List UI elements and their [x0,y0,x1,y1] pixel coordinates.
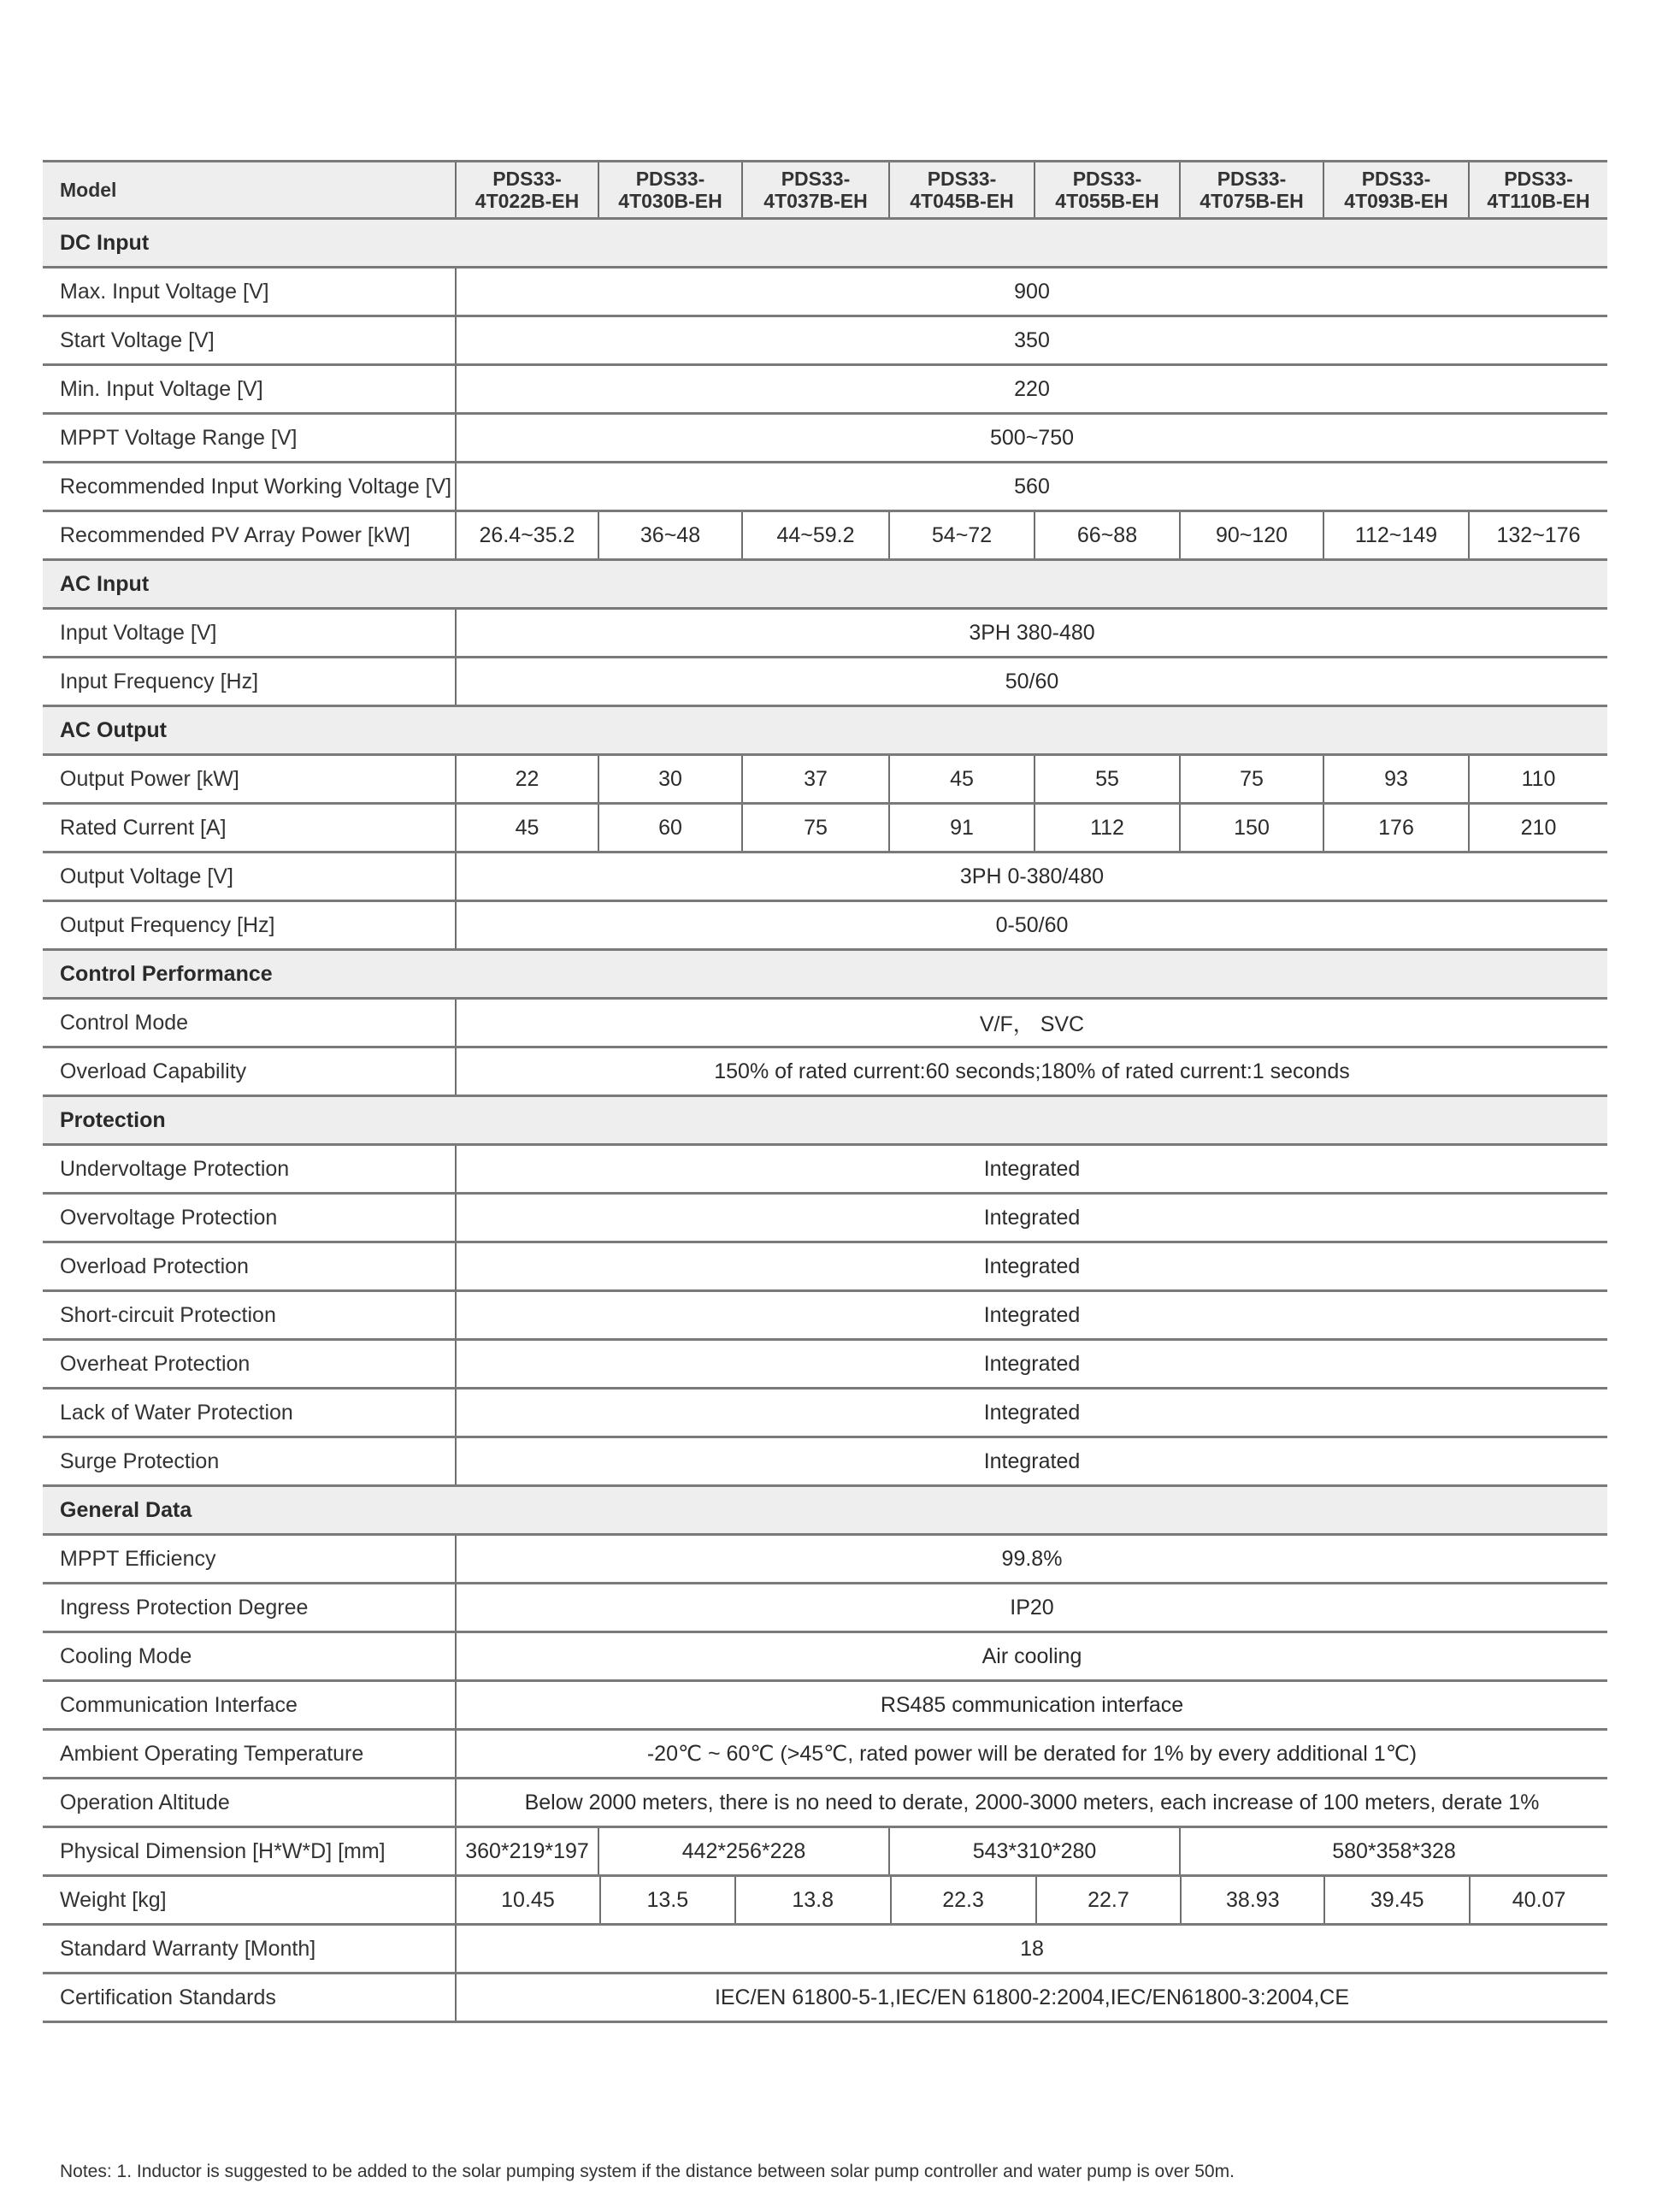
spec-label: Certification Standards [43,1974,456,2022]
model-header [889,162,1035,219]
header-label: Model [43,162,456,219]
spec-value: 22.3 [890,1877,1035,1923]
spec-value: 112 [1035,804,1180,853]
spec-label: Control Mode [43,999,456,1047]
spec-row [43,1974,1607,2022]
spec-label: Min. Input Voltage [V] [43,365,456,414]
spec-label: Output Voltage [V] [43,853,456,901]
section-title: Control Performance [43,950,1607,999]
spec-label: Recommended PV Array Power [kW] [43,511,456,560]
spec-value: 3PH 0-380/480 [456,853,1607,901]
model-name-line2: 4T030B-EH [618,190,722,212]
model-name-line1: PDS33- [927,168,997,190]
spec-row [43,463,1607,511]
spec-value: 580*358*328 [1180,1827,1607,1876]
spec-value: 500~750 [456,414,1607,463]
spec-value: 220 [456,365,1607,414]
spec-row [43,1047,1607,1096]
spec-value: 54~72 [889,511,1035,560]
spec-value: Integrated [456,1340,1607,1389]
spec-label: Rated Current [A] [43,804,456,853]
model-name-line1: PDS33- [1361,168,1431,190]
spec-row [43,1779,1607,1827]
spec-row [43,268,1607,316]
spec-value: V/F， SVC [456,999,1607,1047]
spec-value: IP20 [456,1584,1607,1632]
spec-value: -20℃ ~ 60℃ (>45℃, rated power will be derated for 1% by every additional 1℃) [456,1730,1607,1779]
model-header [742,162,889,219]
spec-label: Output Power [kW] [43,755,456,804]
spec-value: 38.93 [1180,1877,1323,1923]
spec-value: 13.5 [599,1877,734,1923]
spec-row [43,1925,1607,1974]
spec-value: 543*310*280 [889,1827,1180,1876]
spec-value: 18 [456,1925,1607,1974]
spec-value: 900 [456,268,1607,316]
spec-value: 150% of rated current:60 seconds;180% of rated current:1 seconds [456,1047,1607,1096]
spec-label: Input Voltage [V] [43,609,456,658]
section-row [43,1486,1607,1535]
section-title: AC Output [43,706,1607,755]
model-name-line2: 4T055B-EH [1055,190,1159,212]
model-name-line1: PDS33- [635,168,705,190]
spec-label: Overvoltage Protection [43,1194,456,1242]
spec-value: 22 [456,755,598,804]
spec-row [43,511,1607,560]
spec-value: Integrated [456,1389,1607,1437]
spec-row [43,755,1607,804]
spec-row [43,1681,1607,1730]
spec-value: Air cooling [456,1632,1607,1681]
model-name-line2: 4T093B-EH [1344,190,1448,212]
spec-row [43,365,1607,414]
spec-row [43,804,1607,853]
spec-label: Communication Interface [43,1681,456,1730]
spec-value: 39.45 [1323,1877,1469,1923]
spec-label: Short-circuit Protection [43,1291,456,1340]
model-name-line2: 4T110B-EH [1487,190,1590,212]
model-name-line1: PDS33- [1072,168,1142,190]
spec-label: MPPT Voltage Range [V] [43,414,456,463]
spec-row [43,1194,1607,1242]
spec-value: 93 [1323,755,1469,804]
spec-row [43,414,1607,463]
spec-row [43,609,1607,658]
spec-value: 442*256*228 [598,1827,889,1876]
spec-value: 75 [742,804,889,853]
spec-label: Cooling Mode [43,1632,456,1681]
spec-row [43,1827,1607,1876]
spec-label: Overload Capability [43,1047,456,1096]
section-title: General Data [43,1486,1607,1535]
spec-value: 40.07 [1469,1877,1607,1923]
spec-value: 36~48 [598,511,742,560]
spec-row [43,1291,1607,1340]
spec-value: 91 [889,804,1035,853]
spec-label: Lack of Water Protection [43,1389,456,1437]
spec-value: 50/60 [456,658,1607,706]
spec-row [43,1340,1607,1389]
spec-value: 66~88 [1035,511,1180,560]
spec-row [43,901,1607,950]
spec-label: Input Frequency [Hz] [43,658,456,706]
section-title: DC Input [43,219,1607,268]
spec-value: 150 [1180,804,1323,853]
spec-row [43,1242,1607,1291]
spec-value: 45 [889,755,1035,804]
spec-row [43,999,1607,1047]
spec-table [43,160,1607,2023]
model-header [1323,162,1469,219]
model-header [1469,162,1607,219]
spec-value: 44~59.2 [742,511,889,560]
section-row [43,219,1607,268]
model-name-line1: PDS33- [781,168,851,190]
spec-value: 45 [456,804,598,853]
section-row [43,706,1607,755]
spec-value: 30 [598,755,742,804]
spec-label: Recommended Input Working Voltage [V] [43,463,456,511]
spec-value: 350 [456,316,1607,365]
spec-row [43,316,1607,365]
spec-value: Below 2000 meters, there is no need to derate, 2000-3000 meters, each increase of 100 meters, derate 1% [456,1779,1607,1827]
spec-label: Standard Warranty [Month] [43,1925,456,1974]
model-header [598,162,742,219]
spec-label: Start Voltage [V] [43,316,456,365]
spec-row [43,1730,1607,1779]
model-name-line2: 4T022B-EH [475,190,580,212]
spec-value: 110 [1469,755,1607,804]
model-header [1035,162,1180,219]
section-title: AC Input [43,560,1607,609]
spec-value: 37 [742,755,889,804]
spec-value: 99.8% [456,1535,1607,1584]
spec-label: Operation Altitude [43,1779,456,1827]
table-header-row [43,162,1607,219]
model-name-line2: 4T037B-EH [763,190,868,212]
spec-value: Integrated [456,1291,1607,1340]
spec-row [43,1437,1607,1486]
spec-value: 90~120 [1180,511,1323,560]
spec-label: Output Frequency [Hz] [43,901,456,950]
spec-value: 10.45 [501,1887,555,1912]
model-name-line1: PDS33- [1504,168,1573,190]
section-title: Protection [43,1096,1607,1145]
spec-label: Overload Protection [43,1242,456,1291]
spec-row [43,1389,1607,1437]
section-row [43,1096,1607,1145]
model-header [456,162,598,219]
spec-row [43,658,1607,706]
spec-value: 55 [1035,755,1180,804]
spec-label: MPPT Efficiency [43,1535,456,1584]
spec-label: Ingress Protection Degree [43,1584,456,1632]
model-name-line2: 4T045B-EH [910,190,1014,212]
spec-label: Physical Dimension [H*W*D] [mm] [43,1827,456,1876]
spec-value: 22.7 [1035,1877,1181,1923]
spec-value: 26.4~35.2 [456,511,598,560]
spec-value: Integrated [456,1194,1607,1242]
spec-label: Undervoltage Protection [43,1145,456,1194]
spec-value: 210 [1469,804,1607,853]
spec-label: Weight [kg] [43,1876,456,1925]
spec-value: Integrated [456,1242,1607,1291]
spec-row [43,1584,1607,1632]
spec-value: 3PH 380-480 [456,609,1607,658]
spec-label: Ambient Operating Temperature [43,1730,456,1779]
spec-value: IEC/EN 61800-5-1,IEC/EN 61800-2:2004,IEC/EN61800-3:2004,CE [456,1974,1607,2022]
weight-cells [456,1876,1607,1925]
spec-row [43,853,1607,901]
section-row [43,950,1607,999]
footnote: Notes: 1. Inductor is suggested to be added to the solar pumping system if the distance between solar pump controller and water pump is over 50m. [60,2162,1235,2181]
spec-row [43,1632,1607,1681]
spec-value: 75 [1180,755,1323,804]
spec-label: Overheat Protection [43,1340,456,1389]
spec-value: 13.8 [734,1877,890,1923]
spec-row [43,1145,1607,1194]
spec-value: 132~176 [1469,511,1607,560]
spec-label: Max. Input Voltage [V] [43,268,456,316]
model-name-line2: 4T075B-EH [1200,190,1304,212]
spec-value: 560 [456,463,1607,511]
spec-value: 360*219*197 [456,1827,598,1876]
spec-value: 112~149 [1323,511,1469,560]
spec-value: 0-50/60 [456,901,1607,950]
spec-value: RS485 communication interface [456,1681,1607,1730]
spec-value: 176 [1323,804,1469,853]
spec-value: Integrated [456,1145,1607,1194]
model-header [1180,162,1323,219]
model-name-line1: PDS33- [1217,168,1287,190]
model-name-line1: PDS33- [492,168,562,190]
spec-label: Surge Protection [43,1437,456,1486]
spec-value: 60 [598,804,742,853]
spec-row [43,1876,1607,1925]
spec-row [43,1535,1607,1584]
spec-value: Integrated [456,1437,1607,1486]
section-row [43,560,1607,609]
